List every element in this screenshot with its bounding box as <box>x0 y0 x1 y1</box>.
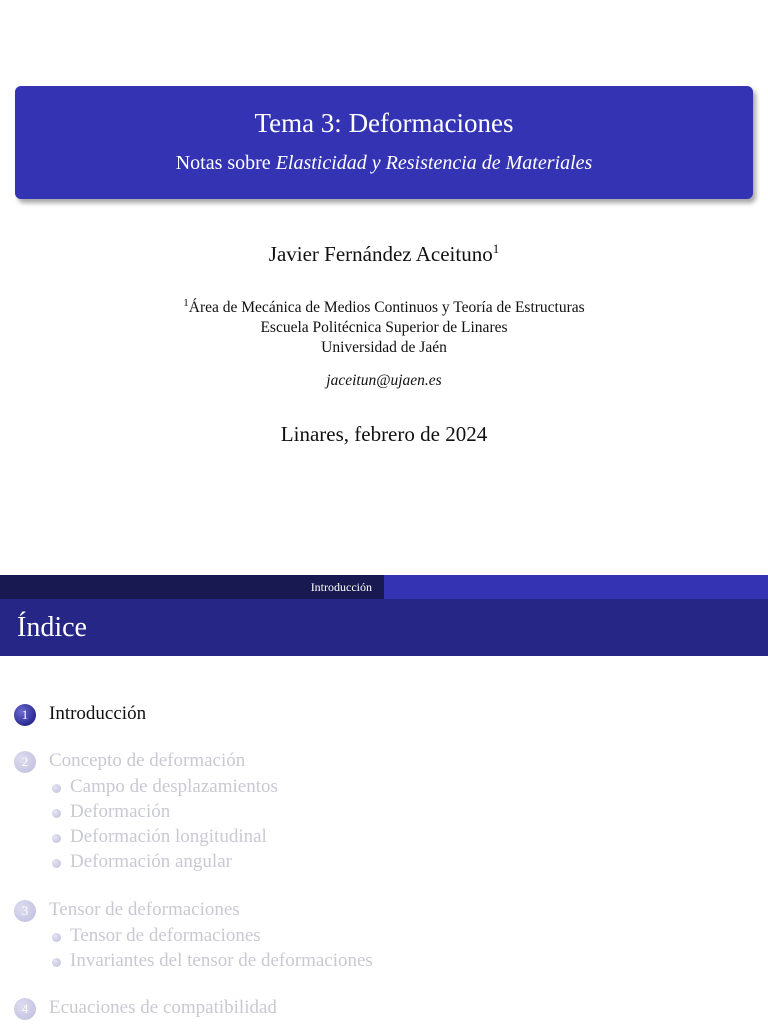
nav-bar-right <box>384 575 768 599</box>
section-label[interactable]: Introducción <box>49 703 147 724</box>
bullet-icon <box>52 958 61 967</box>
affiliation <box>0 298 768 358</box>
author-text: Javier Fernández Aceituno <box>268 242 493 266</box>
frame-title: Índice <box>17 612 87 643</box>
section-navigation-bar <box>0 575 768 599</box>
author-name <box>0 242 768 267</box>
subtitle-italic: Elasticidad y Resistencia de Materiales <box>275 152 593 174</box>
author-email: jaceitun@ujaen.es <box>326 372 442 389</box>
subsection-label[interactable]: Deformación angular <box>70 851 232 872</box>
subsection-label[interactable]: Tensor de deformaciones <box>70 925 261 946</box>
section-number-badge: 3 <box>14 900 36 922</box>
affiliation-mark: 1 <box>183 296 189 309</box>
bullet-icon <box>52 859 61 868</box>
bullet-icon <box>52 834 61 843</box>
bullet-icon <box>52 809 61 818</box>
bullet-icon <box>52 933 61 942</box>
subtitle-prefix: Notas sobre <box>175 152 276 174</box>
subsection-label[interactable]: Deformación <box>70 801 171 822</box>
section-label[interactable]: Tensor de deformaciones <box>49 899 240 920</box>
bullet-icon <box>52 784 61 793</box>
section-number-badge: 2 <box>14 751 36 773</box>
presentation-subtitle <box>15 152 753 175</box>
subsection-label[interactable]: Campo de desplazamientos <box>70 776 278 797</box>
section-label[interactable]: Ecuaciones de compatibilidad <box>49 997 277 1018</box>
frame-title-bar <box>0 599 768 656</box>
nav-section-link[interactable] <box>0 575 384 599</box>
section-number-badge: 1 <box>14 704 36 726</box>
author-mark: 1 <box>492 241 500 256</box>
affiliation-department: Área de Mecánica de Medios Continuos y Teoría de Estructuras <box>188 299 585 316</box>
subsection-label[interactable]: Invariantes del tensor de deformaciones <box>70 950 373 971</box>
affiliation-line <box>0 298 768 318</box>
section-label[interactable]: Concepto de deformación <box>49 750 246 771</box>
presentation-date: Linares, febrero de 2024 <box>280 422 488 446</box>
affiliation-university: Universidad de Jaén <box>321 339 447 356</box>
title-block <box>15 86 753 199</box>
affiliation-school: Escuela Politécnica Superior de Linares <box>260 319 508 336</box>
subsection-label[interactable]: Deformación longitudinal <box>70 826 267 847</box>
nav-section-label[interactable]: Introducción <box>310 580 372 594</box>
section-number-badge: 4 <box>14 998 36 1020</box>
presentation-title: Tema 3: Deformaciones <box>254 108 514 138</box>
